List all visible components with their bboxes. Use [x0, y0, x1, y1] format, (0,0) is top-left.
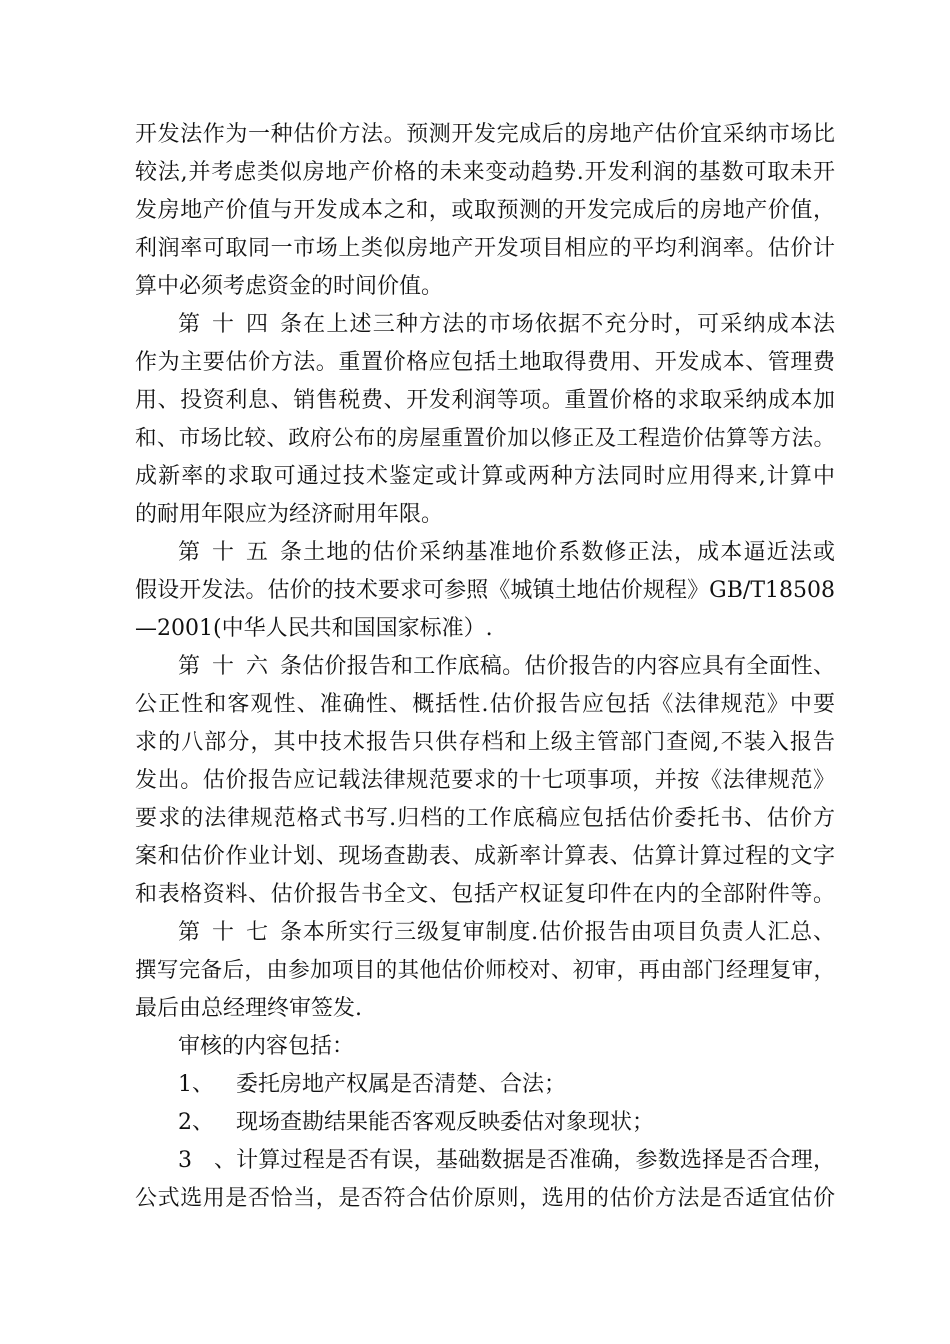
text-line: 在上述三种方法的市场依据不充分时，可采纳成本法: [302, 312, 835, 337]
text-line: 本所实行三级复审制度.估价报告由项目负责人汇总、: [302, 920, 835, 945]
text-line: 案和估价作业计划、现场查勘表、成新率计算表、估算计算过程的文字: [135, 844, 835, 869]
text-line: 发房地产价值与开发成本之和，或取预测的开发完成后的房地产价值，: [135, 198, 835, 223]
article-number: 第十七条: [178, 920, 302, 945]
article-16-first-line: [178, 652, 835, 682]
list-item-number: 1、: [178, 1072, 214, 1097]
text-line: 最后由总经理终审签发.: [135, 996, 362, 1021]
article-number: 第十四条: [178, 312, 302, 337]
article-number: 第十五条: [178, 540, 302, 565]
text-line: 成新率的求取可通过技术鉴定或计算或两种方法同时应用得来,计算中: [135, 464, 835, 489]
text-line: 用、投资利息、销售税费、开发利润等项。重置价格的求取采纳成本加: [135, 388, 835, 413]
list-item-text: 计算过程是否有误，基础数据是否准确，参数选择是否合理，: [236, 1148, 835, 1173]
text-line: 公正性和客观性、准确性、概括性.估价报告应包括《法律规范》中要: [135, 692, 835, 717]
list-item-text: 现场查勘结果能否客观反映委估对象现状；: [236, 1110, 655, 1135]
article-15-first-line: [178, 538, 835, 568]
text-line: 要求的法律规范格式书写.归档的工作底稿应包括估价委托书、估价方: [135, 806, 835, 831]
list-item-number: 2、: [178, 1110, 214, 1135]
list-item-text: 委托房地产权属是否清楚、合法；: [236, 1072, 567, 1097]
article-14-first-line: [178, 310, 835, 340]
text-line: 作为主要估价方法。重置价格应包括土地取得费用、开发成本、管理费: [135, 350, 835, 375]
review-intro: 审核的内容包括：: [178, 1034, 355, 1059]
text-line: 公式选用是否恰当，是否符合估价原则，选用的估价方法是否适宜估价: [135, 1186, 835, 1211]
text-line: 较法,并考虑类似房地产价格的未来变动趋势.开发利润的基数可取未开: [135, 160, 835, 185]
text-line: 算中必须考虑资金的时间价值。: [135, 274, 444, 299]
text-line: 假设开发法。估价的技术要求可参照《城镇土地估价规程》GB/T18508: [135, 578, 835, 603]
text-line: 土地的估价采纳基准地价系数修正法，成本逼近法或: [302, 540, 835, 565]
list-item-number: 3、: [178, 1148, 236, 1173]
text-line: —2001(中华人民共和国国家标准）.: [135, 616, 493, 641]
text-line: 和、市场比较、政府公布的房屋重置价加以修正及工程造价估算等方法。: [135, 426, 835, 451]
text-line: 开发法作为一种估价方法。预测开发完成后的房地产估价宜采纳市场比: [135, 122, 835, 147]
text-line: 撰写完备后，由参加项目的其他估价师校对、初审，再由部门经理复审，: [135, 958, 835, 983]
text-line: 利润率可取同一市场上类似房地产开发项目相应的平均利润率。估价计: [135, 236, 835, 261]
text-line: 估价报告和工作底稿。估价报告的内容应具有全面性、: [302, 654, 835, 679]
list-item: [178, 1146, 835, 1176]
text-line: 和表格资料、估价报告书全文、包括产权证复印件在内的全部附件等。: [135, 882, 835, 907]
text-line: 的耐用年限应为经济耐用年限。: [135, 502, 444, 527]
text-line: 发出。估价报告应记载法律规范要求的十七项事项，并按《法律规范》: [135, 768, 835, 793]
article-number: 第十六条: [178, 654, 302, 679]
list-item: [178, 1070, 835, 1100]
text-line: 求的八部分，其中技术报告只供存档和上级主管部门查阅,不装入报告: [135, 730, 835, 755]
list-item: [178, 1108, 835, 1138]
article-17-first-line: [178, 918, 835, 948]
